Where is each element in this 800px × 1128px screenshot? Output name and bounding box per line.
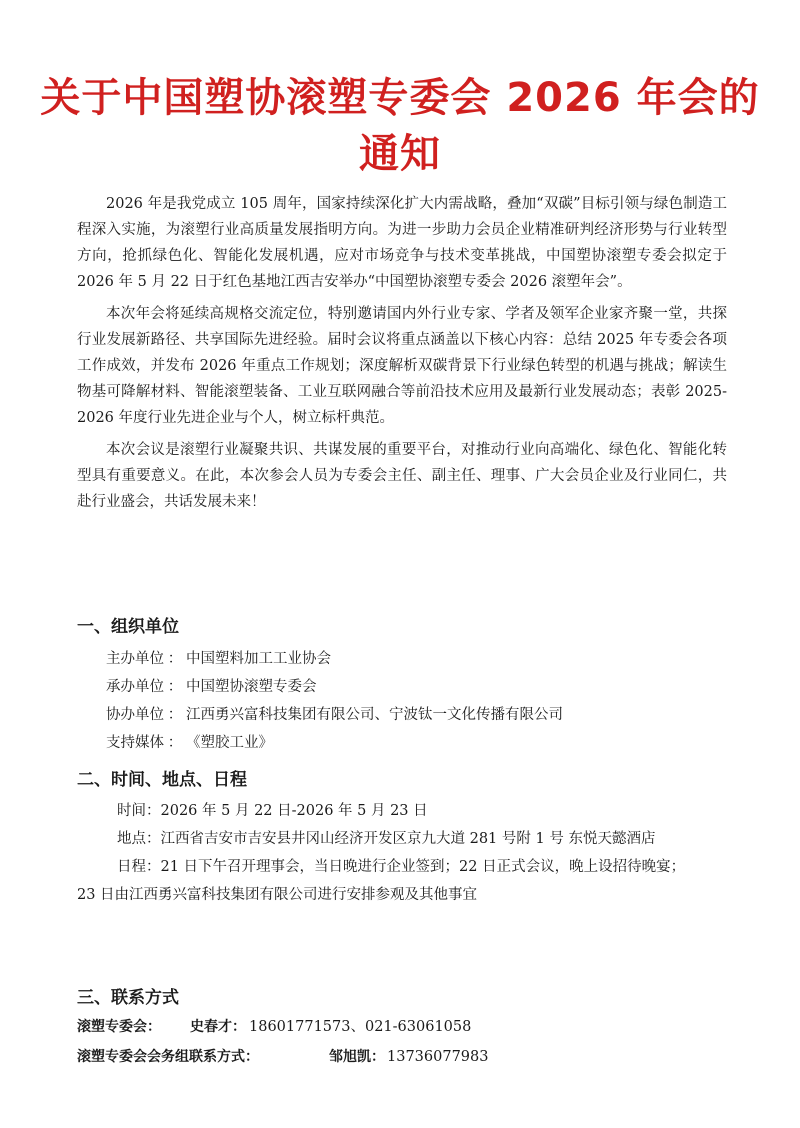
organizer-row-host [106,645,563,673]
section-contact-heading: 三、联系方式 [77,988,179,1008]
organizer-row-coorganizer [106,701,563,729]
paragraph-intro: 2026 年是我党成立 105 周年，国家持续深化扩大内需战略，叠加“双碳”目标引领与绿色制造工程深入实施，为滚塑行业高质量发展指明方向。为进一步助力会员企业精准研判经济形势与行业转型方向，抢抓绿色化、智能化发展机遇，应对市场竞争与技术变革挑战，中国塑协滚塑专委会拟定于 2026 年 5 月 22 日于红色基地江西吉安举办“中国塑协滚塑专委会 2026 滚塑年会”。 [77,196,727,290]
event-place: 地点：江西省吉安市吉安县井冈山经济开发区京九大道 281 号附 1 号 东悦天懿酒店 [117,831,656,847]
event-schedule-line-1: 日程：21 日下午召开理事会，当日晚进行企业签到；22 日正式会议，晚上设招待晚宴； [117,859,686,875]
organizer-label: 支持媒体 [106,735,164,751]
event-time: 时间：2026 年 5 月 22 日-2026 年 5 月 23 日 [117,803,428,819]
paragraph-agenda: 本次年会将延续高规格交流定位，特别邀请国内外行业专家、学者及领军企业家齐聚一堂，共探行业发展新路径、共享国际先进经验。届时会议将重点涵盖以下核心内容：总结 2025 年专委会各项工作成效，并发布 2026 年重点工作规划；深度解析双碳背景下行业绿色转型的机遇与挑战；解读生物基可降解材料、智能滚塑装备、工业互联网融合等前沿技术应用及最新行业发展动态；表彰 2025-2026 年度行业先进企业与个人，树立标杆典范。 [77,306,727,426]
organizer-label: 协办单位 [106,707,164,723]
organizers-list [106,645,563,757]
title-line-1: 关于中国塑协滚塑专委会 2026 年会的 [40,75,760,121]
organizer-separator: ： [167,735,183,751]
contact-org: 滚塑专委会会务组联系方式： [77,1049,259,1065]
event-schedule-line-2: 23 日由江西勇兴富科技集团有限公司进行安排参观及其他事宜 [77,887,478,903]
paragraph-significance: 本次会议是滚塑行业凝聚共识、共谋发展的重要平台，对推动行业向高端化、绿色化、智能化转型具有重要意义。在此，本次参会人员为专委会主任、副主任、理事、广大会员企业及行业同仁，共赴行业盛会，共话发展未来！ [77,442,727,510]
organizer-row-media [106,729,563,757]
contact-name: 邹旭凯： [329,1049,385,1065]
contact-row [77,1042,488,1072]
organizer-value: 中国塑协滚塑专委会 [186,679,317,695]
title-line-2: 通知 [359,131,441,177]
contact-name: 史春才： [190,1019,246,1035]
organizer-separator: ： [167,679,183,695]
notice-body [77,191,727,521]
section-organizers-heading: 一、组织单位 [77,617,179,637]
contact-row [77,1012,471,1042]
contact-org: 滚塑专委会： [77,1019,161,1035]
organizer-value: 江西勇兴富科技集团有限公司、宁波钛一文化传播有限公司 [186,707,563,723]
organizer-separator: ： [167,651,183,667]
organizer-value: 中国塑料加工工业协会 [186,651,331,667]
organizer-label: 承办单位 [106,679,164,695]
organizer-value: 《塑胶工业》 [186,735,273,751]
organizer-separator: ： [167,707,183,723]
organizer-label: 主办单位 [106,651,164,667]
contact-phone: 13736077983 [387,1049,489,1065]
schedule-block [77,797,685,909]
organizer-row-organizer [106,673,563,701]
notice-title [0,70,800,182]
section-schedule-heading: 二、时间、地点、日程 [77,770,247,790]
contact-phone: 18601771573、021-63061058 [249,1019,472,1035]
